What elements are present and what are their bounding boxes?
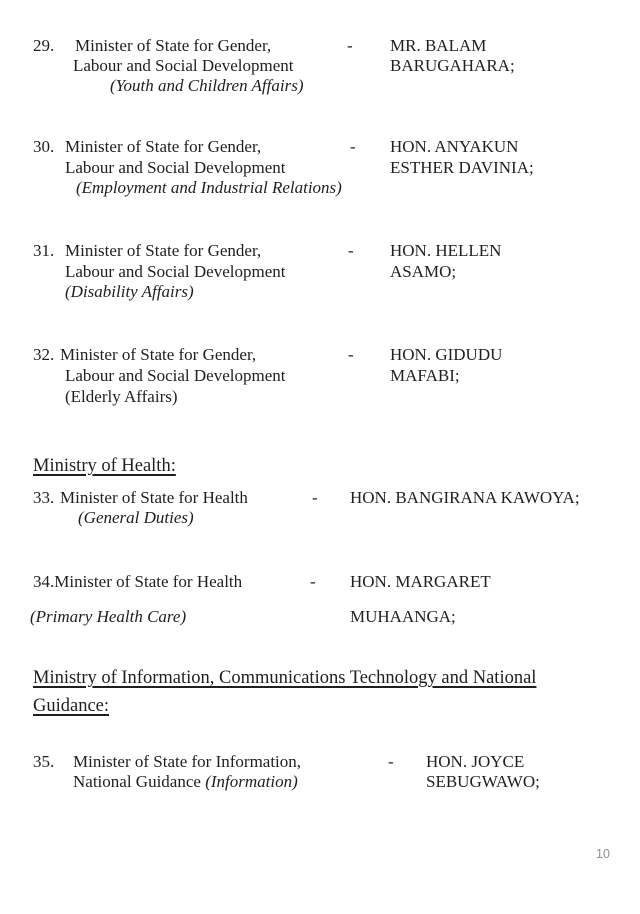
section-heading-health: Ministry of Health: (33, 456, 176, 476)
entry-33-dash: - (312, 488, 318, 507)
entry-32-name-line-2: MAFABI; (390, 366, 460, 385)
entry-35-name-line-2: SEBUGWAWO; (426, 772, 540, 791)
entry-29-portfolio: (Youth and Children Affairs) (110, 76, 304, 95)
entry-33-title-line-1: Minister of State for Health (60, 488, 248, 507)
entry-29-name-line-1: MR. BALAM (390, 36, 487, 55)
entry-29-title-line-2: Labour and Social Development (73, 56, 294, 75)
entry-32-portfolio: (Elderly Affairs) (65, 387, 178, 406)
entry-32-name-line-1: HON. GIDUDU (390, 345, 503, 364)
entry-30-dash: - (350, 137, 356, 156)
entry-35-title-line-1: Minister of State for Information, (73, 752, 302, 771)
section-heading-ict-line-2: Guidance: (33, 696, 110, 716)
entry-34-name-line-1: HON. MARGARET (350, 572, 491, 591)
entry-33-portfolio: (General Duties) (78, 508, 194, 527)
entry-29-title-line-1: Minister of State for Gender, (75, 36, 272, 55)
entry-33-name-line-1: HON. BANGIRANA KAWOYA; (350, 488, 580, 507)
entry-35-portfolio: (Information) (205, 772, 298, 791)
entry-31-name-line-1: HON. HELLEN (390, 241, 502, 260)
entry-34-name-line-2: MUHAANGA; (350, 607, 456, 626)
entry-35-title-line-2-roman: National Guidance (73, 772, 206, 791)
entry-31-portfolio: (Disability Affairs) (65, 282, 194, 301)
entry-35-dash: - (388, 752, 394, 771)
entry-30-name-line-2: ESTHER DAVINIA; (390, 158, 534, 177)
entry-32-title-line-2: Labour and Social Development (65, 366, 286, 385)
entry-30-name-line-1: HON. ANYAKUN (390, 137, 519, 156)
entry-29-number: 29. (33, 36, 55, 55)
entry-30-portfolio: (Employment and Industrial Relations) (76, 178, 342, 197)
entry-29-dash: - (347, 36, 353, 55)
section-heading-ict-line-1: Ministry of Information, Communications Technology and National (33, 668, 537, 688)
entry-31-title-line-1: Minister of State for Gender, (65, 241, 262, 260)
entry-34-portfolio: (Primary Health Care) (30, 607, 187, 626)
entry-31-dash: - (348, 241, 354, 260)
entry-32-dash: - (348, 345, 354, 364)
entry-35-number: 35. (33, 752, 55, 771)
entry-29-name-line-2: BARUGAHARA; (390, 56, 515, 75)
entry-32-number: 32. (33, 345, 55, 364)
entry-33-number: 33. (33, 488, 55, 507)
entry-30-number: 30. (33, 137, 55, 156)
entry-31-title-line-2: Labour and Social Development (65, 262, 286, 281)
entry-30-title-line-2: Labour and Social Development (65, 158, 286, 177)
entry-31-name-line-2: ASAMO; (390, 262, 457, 281)
entry-35-name-line-1: HON. JOYCE (426, 752, 525, 771)
entry-35-title-line-2 (73, 772, 298, 792)
entry-34-dash: - (310, 572, 316, 591)
entry-31-number: 31. (33, 241, 55, 260)
entry-32-title-line-1: Minister of State for Gender, (60, 345, 257, 364)
entry-34-title-line-1: 34.Minister of State for Health (33, 572, 243, 591)
page-number: 10 (596, 847, 610, 861)
entry-30-title-line-1: Minister of State for Gender, (65, 137, 262, 156)
